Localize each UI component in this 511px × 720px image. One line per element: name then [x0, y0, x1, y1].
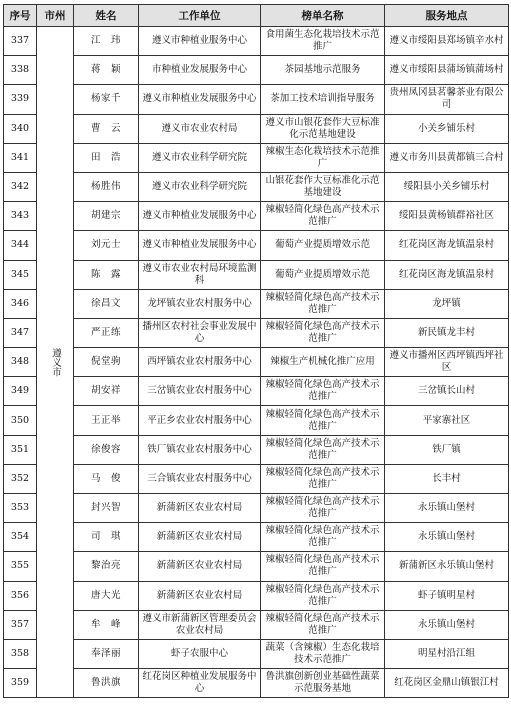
row-place: 永乐镇山堡村 — [385, 523, 509, 552]
row-name: 蒋 颖 — [74, 56, 139, 85]
row-unit: 虾子农服中心 — [139, 639, 261, 668]
row-place: 绥阳县黄杨镇群裕社区 — [385, 202, 509, 231]
row-list: 辣椒轻简化绿色高产技术示范推广 — [261, 464, 385, 493]
row-name: 胡安祥 — [74, 377, 139, 406]
header-unit: 工作单位 — [139, 5, 261, 27]
row-seq: 339 — [4, 85, 37, 114]
table-row — [4, 523, 509, 552]
row-name: 田 浩 — [74, 143, 139, 172]
row-name: 徐昌文 — [74, 289, 139, 318]
table-row — [4, 143, 509, 172]
row-name: 封兴智 — [74, 494, 139, 523]
row-unit: 龙坪镇农业农村服务中心 — [139, 289, 261, 318]
row-place: 永乐镇山堡村 — [385, 610, 509, 639]
row-seq: 353 — [4, 494, 37, 523]
row-name: 陈 露 — [74, 260, 139, 289]
row-unit: 新蒲新区农业农村局 — [139, 581, 261, 610]
table-row — [4, 318, 509, 347]
row-list: 葡萄产业提质增效示范 — [261, 260, 385, 289]
table-row — [4, 260, 509, 289]
table-row — [4, 435, 509, 464]
row-unit: 平正乡农业农村服务中心 — [139, 406, 261, 435]
row-list: 葡萄产业提质增效示范 — [261, 231, 385, 260]
row-unit: 遵义市种植业发展服务中心 — [139, 202, 261, 231]
row-unit: 新蒲新区农业农村局 — [139, 494, 261, 523]
row-unit: 遵义市种植业服务中心 — [139, 27, 261, 56]
row-place: 永乐镇山堡村 — [385, 494, 509, 523]
row-name: 牟 峰 — [74, 610, 139, 639]
table-row — [4, 202, 509, 231]
row-seq: 348 — [4, 348, 37, 377]
row-place: 长丰村 — [385, 464, 509, 493]
row-unit: 铁厂镇农业农村服务中心 — [139, 435, 261, 464]
row-list: 蔬菜（含辣椒）生态化栽培技术示范推广 — [261, 639, 385, 668]
row-seq: 343 — [4, 202, 37, 231]
row-place: 遵义市绥阳县蒲场镇蒲场村 — [385, 56, 509, 85]
row-unit: 遵义市农业农村局环境监测科 — [139, 260, 261, 289]
row-seq: 359 — [4, 669, 37, 698]
table-row — [4, 610, 509, 639]
row-seq: 357 — [4, 610, 37, 639]
row-list: 山银花套作大豆标准化示范基地建设 — [261, 172, 385, 201]
table-row — [4, 56, 509, 85]
row-unit: 红花岗区种植业发展服务中心 — [139, 669, 261, 698]
row-list: 食用菌生态化栽培技术示范推广 — [261, 27, 385, 56]
table-row — [4, 172, 509, 201]
row-place: 遵义市播州区西坪镇西坪社区 — [385, 348, 509, 377]
row-list: 辣椒生产机械化推广应用 — [261, 348, 385, 377]
row-place: 贵州凤冈县茗馨茶业有限公司 — [385, 85, 509, 114]
table-row — [4, 85, 509, 114]
row-name: 奉泽丽 — [74, 639, 139, 668]
row-list: 辣椒轻简化绿色高产技术示范推广 — [261, 523, 385, 552]
row-list: 辣椒轻简化绿色高产技术示范推广 — [261, 435, 385, 464]
row-unit: 遵义市农业农村局 — [139, 114, 261, 143]
header-seq: 序号 — [4, 5, 37, 27]
header-place: 服务地点 — [385, 5, 509, 27]
row-seq: 354 — [4, 523, 37, 552]
row-seq: 346 — [4, 289, 37, 318]
row-seq: 358 — [4, 639, 37, 668]
row-place: 红花岗区金鼎山镇银江村 — [385, 669, 509, 698]
header-row — [4, 5, 509, 27]
row-list: 辣椒轻简化绿色高产技术示范推广 — [261, 581, 385, 610]
row-place: 遵义市务川县黄都镇三合村 — [385, 143, 509, 172]
row-place: 绥阳县小关乡铺乐村 — [385, 172, 509, 201]
row-list: 辣椒轻简化绿色高产技术示范推广 — [261, 318, 385, 347]
row-unit: 市种植业发展服务中心 — [139, 56, 261, 85]
table-row — [4, 464, 509, 493]
row-list: 辣椒轻简化绿色高产技术示范推广 — [261, 494, 385, 523]
table-row — [4, 231, 509, 260]
row-place: 平家寨社区 — [385, 406, 509, 435]
table-row — [4, 348, 509, 377]
row-place: 红花岗区海龙镇温泉村 — [385, 231, 509, 260]
row-unit: 三岔镇农业农村服务中心 — [139, 377, 261, 406]
row-unit: 遵义市新蒲新区管理委员会农业农村局 — [139, 610, 261, 639]
header-city: 市州 — [37, 5, 74, 27]
row-seq: 349 — [4, 377, 37, 406]
row-seq: 338 — [4, 56, 37, 85]
row-list: 辣椒轻简化绿色高产技术示范推广 — [261, 202, 385, 231]
row-name: 严正练 — [74, 318, 139, 347]
row-list: 辣椒轻简化绿色高产技术示范推广 — [261, 406, 385, 435]
row-name: 鲁洪旗 — [74, 669, 139, 698]
row-seq: 350 — [4, 406, 37, 435]
row-place: 新民镇龙丰村 — [385, 318, 509, 347]
row-list: 辣椒生态化栽培技术示范推广 — [261, 143, 385, 172]
row-name: 杨家千 — [74, 85, 139, 114]
row-list: 茶加工技术培训指导服务 — [261, 85, 385, 114]
row-unit: 遵义市种植业发展服务中心 — [139, 231, 261, 260]
row-unit: 遵义市农业科学研究院 — [139, 143, 261, 172]
row-name: 徐俊容 — [74, 435, 139, 464]
row-name: 胡建宗 — [74, 202, 139, 231]
row-unit: 三合镇农业农村服务中心 — [139, 464, 261, 493]
row-seq: 337 — [4, 27, 37, 56]
row-place: 虾子镇明星村 — [385, 581, 509, 610]
row-list: 辣椒轻简化绿色高产技术示范推广 — [261, 610, 385, 639]
table-row — [4, 669, 509, 698]
table-row — [4, 289, 509, 318]
table-row — [4, 494, 509, 523]
row-seq: 345 — [4, 260, 37, 289]
table-row — [4, 27, 509, 56]
row-name: 唐大光 — [74, 581, 139, 610]
row-name: 倪堂驹 — [74, 348, 139, 377]
table-row — [4, 377, 509, 406]
row-unit: 播州区农村社会事业发展中心 — [139, 318, 261, 347]
row-list: 辣椒轻简化绿色高产技术示范推广 — [261, 289, 385, 318]
row-list: 辣椒轻简化绿色高产技术示范推广 — [261, 552, 385, 581]
row-name: 杨胜伟 — [74, 172, 139, 201]
row-name: 曹 云 — [74, 114, 139, 143]
table-row — [4, 552, 509, 581]
row-place: 三岔镇长山村 — [385, 377, 509, 406]
row-name: 黎治亮 — [74, 552, 139, 581]
row-place: 遵义市绥阳县郑场镇辛水村 — [385, 27, 509, 56]
row-name: 江 玮 — [74, 27, 139, 56]
roster-body — [4, 27, 509, 698]
row-name: 王正举 — [74, 406, 139, 435]
row-name: 马 俊 — [74, 464, 139, 493]
row-seq: 342 — [4, 172, 37, 201]
header-name: 姓名 — [74, 5, 139, 27]
row-list: 遵义市山银花套作大豆标准化示范基地建设 — [261, 114, 385, 143]
row-list: 辣椒轻简化绿色高产技术示范推广 — [261, 377, 385, 406]
row-place: 铁厂镇 — [385, 435, 509, 464]
row-unit: 新蒲新区农业农村局 — [139, 552, 261, 581]
row-unit: 新蒲新区农业农村局 — [139, 523, 261, 552]
city-cell — [37, 27, 74, 698]
table-row — [4, 406, 509, 435]
header-list: 榜单名称 — [261, 5, 385, 27]
row-seq: 341 — [4, 143, 37, 172]
table-row — [4, 581, 509, 610]
row-seq: 340 — [4, 114, 37, 143]
row-unit: 遵义市农业科学研究院 — [139, 172, 261, 201]
row-seq: 352 — [4, 464, 37, 493]
row-place: 龙坪镇 — [385, 289, 509, 318]
row-seq: 347 — [4, 318, 37, 347]
row-name: 刘元士 — [74, 231, 139, 260]
city-label: 遵义市 — [50, 347, 61, 377]
row-list: 鲁洪旗创新创业基础性蔬菜示范服务基地 — [261, 669, 385, 698]
row-seq: 344 — [4, 231, 37, 260]
table-row — [4, 639, 509, 668]
row-place: 新蒲新区永乐镇山堡村 — [385, 552, 509, 581]
row-place: 明星村沿江组 — [385, 639, 509, 668]
row-name: 司 琪 — [74, 523, 139, 552]
roster-table — [3, 4, 509, 698]
row-place: 小关乡铺乐村 — [385, 114, 509, 143]
row-place: 红花岗区海龙镇温泉村 — [385, 260, 509, 289]
row-seq: 356 — [4, 581, 37, 610]
row-list: 茶园基地示范服务 — [261, 56, 385, 85]
row-seq: 351 — [4, 435, 37, 464]
table-row — [4, 114, 509, 143]
row-unit: 西坪镇农业农村服务中心 — [139, 348, 261, 377]
row-unit: 遵义市种植业发展服务中心 — [139, 85, 261, 114]
row-seq: 355 — [4, 552, 37, 581]
